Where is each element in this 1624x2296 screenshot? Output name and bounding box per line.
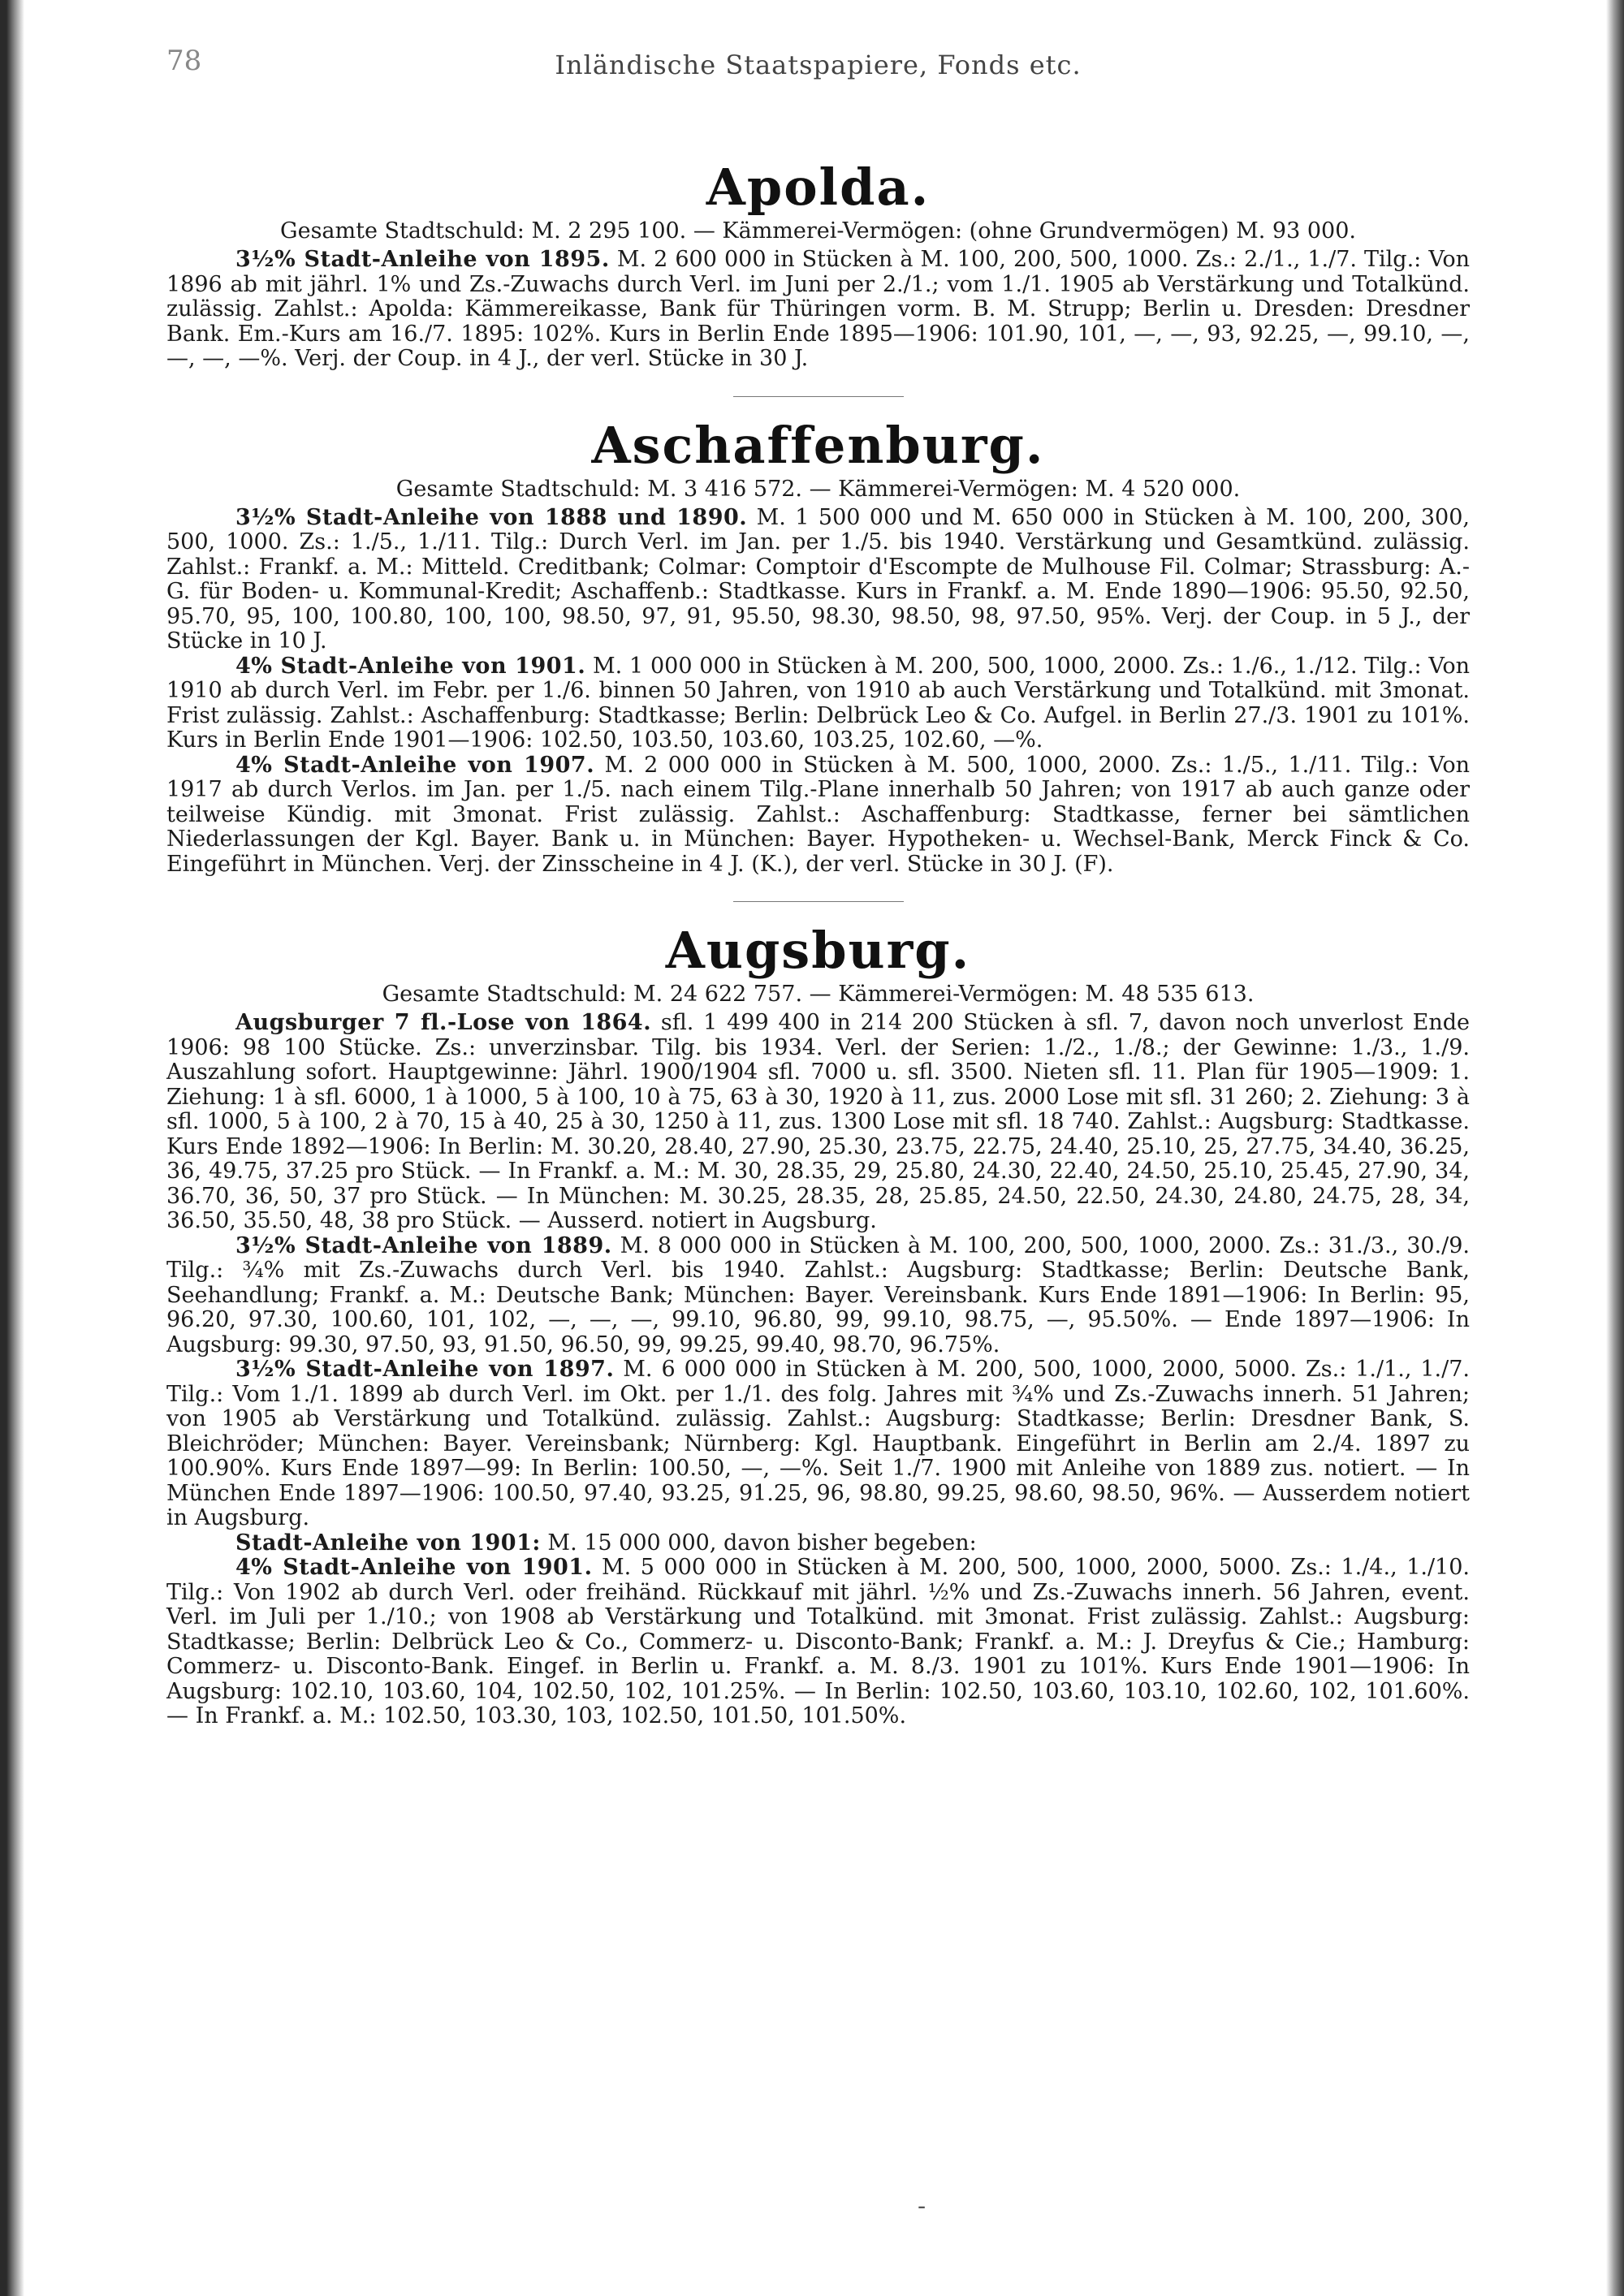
loan-heading: Stadt-Anleihe von 1901: [235,1530,541,1556]
loan-entry [166,654,1470,753]
loan-heading: 3½% Stadt-Anleihe von 1895. [235,247,610,272]
scan-shadow-right [1606,0,1624,2296]
loan-heading: 3½% Stadt-Anleihe von 1889. [235,1232,612,1258]
section-apolda [166,160,1470,372]
section-divider [733,901,904,902]
loan-entry [166,753,1470,878]
loan-heading: 3½% Stadt-Anleihe von 1897. [235,1357,615,1382]
loan-entry [166,1011,1470,1234]
section-augsburg [166,923,1470,1729]
loan-entry [166,1357,1470,1531]
section-title: Augsburg. [665,921,971,980]
loan-text: M. 15 000 000, davon bisher begeben: [540,1530,977,1556]
loan-text: M. 1 500 000 und M. 650 000 in Stücken à M. 100, 200, 300, 500, 1000. Zs.: 1./5., 1./11. Tilg.: Durch Verl. im Jan. per 1./5. bis 1940. Verstärkung und Gesamtkünd. zulässig. Zahlst.: Frankf. a. M.: Mitteld. Creditbank; Colmar: Comptoir d'Escompte de Mulhouse Fil. Colmar; Strassburg: A.-G. für Boden- u. Kommunal-Kredit; Aschaffenb.: Stadtkasse. Kurs in Frankf. a. M. Ende 1890—1906: 95.50, 92.50, 95.70, 95, 100, 100.80, 100, 100, 98.50, 97, 91, 95.50, 98.30, 98.50, 98, 97.50, 95%. Verj. der Coup. in 5 J., der Stücke in 10 J. [166,504,1470,654]
loan-text: M. 6 000 000 in Stücken à M. 200, 500, 1000, 2000, 5000. Zs.: 1./1., 1./7. Tilg.: Vom 1./1. 1899 ab durch Verl. im Okt. per 1./1. des folg. Jahres mit ¾% und Zs.-Zuwachs innerh. 51 Jahren; von 1905 ab Verstärkung und Totalkünd. zulässig. Zahlst.: Augsburg: Stadtkasse; Berlin: Dresdner Bank, S. Bleichröder; München: Bayer. Vereinsbank; Nürnberg: Kgl. Hauptbank. Eingeführt in Berlin am 2./4. 1897 zu 100.90%. Kurs Ende 1897—99: In Berlin: 100.50, —, —%. Seit 1./7. 1900 mit Anleihe von 1889 zus. notiert. — In München Ende 1897—1906: 100.50, 97.40, 93.25, 91.25, 96, 98.80, 99.25, 98.60, 98.50, 96%. — Ausserdem notiert in Augsburg. [166,1357,1470,1530]
document-page [166,45,1470,1729]
footer-mark: - [918,2192,926,2220]
section-aschaffenburg [166,415,1471,878]
loan-text: M. 2 600 000 in Stücken à M. 100, 200, 500, 1000. Zs.: 2./1., 1./7. Tilg.: Von 1896 ab mit jährl. 1% und Zs.-Zuwachs durch Verl. im Juni per 2./1.; vom 1./1. 1905 ab Verstärkung und Totalkünd. zulässig. Zahlst.: Apolda: Kämmereikasse, Bank für Thüringen vorm. B. M. Strupp; Berlin u. Dresden: Dresdner Bank. Em.-Kurs am 16./7. 1895: 102%. Kurs in Berlin Ende 1895—1906: 101.90, 101, —, —, 93, 92.25, —, 99.10, —, —, —, —%. Verj. der Coup. in 4 J., der verl. Stücke in 30 J. [166,247,1471,371]
loan-text: M. 1 000 000 in Stücken à M. 200, 500, 1000, 2000. Zs.: 1./6., 1./12. Tilg.: Von 1910 ab durch Verl. im Febr. per 1./6. binnen 50 Jahren, von 1910 ab auch Verstärkung und Totalkünd. mit 3monat. Frist zulässig. Zahlst.: Aschaffenburg: Stadtkasse; Berlin: Delbrück Leo & Co. Aufgel. in Berlin 27./3. 1901 zu 101%. Kurs in Berlin Ende 1901—1906: 102.50, 103.50, 103.60, 103.25, 102.60, —%. [166,653,1471,753]
debt-summary: Gesamte Stadtschuld: M. 24 622 757. — Kämmerei-Vermögen: M. 48 535 613. [382,982,1255,1007]
loan-heading: 4% Stadt-Anleihe von 1901. [235,653,586,679]
scan-shadow-left [0,0,24,2296]
loan-entry [166,1234,1470,1358]
loan-heading: 3½% Stadt-Anleihe von 1888 und 1890. [235,504,748,530]
loan-entry [166,1556,1470,1729]
loan-heading: 4% Stadt-Anleihe von 1907. [235,752,595,778]
loan-heading: 4% Stadt-Anleihe von 1901. [235,1555,593,1580]
section-title: Apolda. [706,158,931,217]
page-header [166,45,1470,93]
loan-entry [166,506,1470,654]
loan-entry [166,1531,1470,1556]
debt-summary: Gesamte Stadtschuld: M. 3 416 572. — Kämmerei-Vermögen: M. 4 520 000. [395,476,1241,502]
page-number: 78 [166,45,202,77]
loan-text: sfl. 1 499 400 in 214 200 Stücken à sfl. 7, davon noch unverlost Ende 1906: 98 100 Stücke. Zs.: unverzinsbar. Tilg. bis 1934. Verl. der Serien: 1./2., 1./8.; der Gewinne: 1./3., 1./9. Auszahlung sofort. Hauptgewinne: Jährl. 1900/1904 sfl. 7000 u. sfl. 3500. Nieten sfl. 11. Plan für 1905—1909: 1. Ziehung: 1 à sfl. 6000, 1 à 1000, 5 à 100, 10 à 75, 63 à 30, 1920 à 11, zus. 2000 Lose mit sfl. 31 260; 2. Ziehung: 3 à sfl. 1000, 5 à 100, 2 à 70, 15 à 40, 25 à 30, 1250 à 11, zus. 1300 Lose mit sfl. 18 740. Zahlst.: Augsburg: Stadtkasse. Kurs Ende 1892—1906: In Berlin: M. 30.20, 28.40, 27.90, 25.30, 23.75, 22.75, 24.40, 25.10, 25, 27.75, 34.40, 36.25, 36, 49.75, 37.25 pro Stück. — In Frankf. a. M.: M. 30, 28.35, 29, 25.80, 24.30, 22.40, 24.50, 25.10, 25.45, 27.90, 34, 36.70, 36, 50, 37 pro Stück. — In München: M. 30.25, 28.35, 28, 25.85, 24.50, 22.50, 24.30, 24.80, 24.75, 28, 34, 36.50, 35.50, 48, 38 pro Stück. — Ausserd. notiert in Augsburg. [166,1010,1470,1233]
loan-text: M. 5 000 000 in Stücken à M. 200, 500, 1000, 2000, 5000. Zs.: 1./4., 1./10. Tilg.: Von 1902 ab durch Verl. oder freihänd. Rückkauf mit jährl. ½% und Zs.-Zuwachs innerh. 56 Jahren, event. Verl. im Juli per 1./10.; von 1908 ab Verstärkung und Totalkünd. mit 3monat. Frist zulässig. Zahlst.: Augsburg: Stadtkasse; Berlin: Delbrück Leo & Co., Commerz- u. Disconto-Bank; Frankf. a. M.: J. Dreyfus & Cie.; Hamburg: Commerz- u. Disconto-Bank. Eingef. in Berlin u. Frankf. a. M. 8./3. 1901 zu 101%. Kurs Ende 1901—1906: In Augsburg: 102.10, 103.60, 104, 102.50, 102, 101.25%. — In Berlin: 102.50, 103.60, 103.10, 102.60, 102, 101.60%. — In Frankf. a. M.: 102.50, 103.30, 103, 102.50, 101.50, 101.50%. [166,1555,1470,1728]
loan-entry [166,248,1470,372]
loan-text: M. 8 000 000 in Stücken à M. 100, 200, 500, 1000, 2000. Zs.: 31./3., 30./9. Tilg.: ¾% mit Zs.-Zuwachs durch Verl. bis 1940. Zahlst.: Augsburg: Stadtkasse; Berlin: Deutsche Bank, Seehandlung; Frankf. a. M.: Deutsche Bank; München: Bayer. Vereinsbank. Kurs Ende 1891—1906: In Berlin: 95, 96.20, 97.30, 100.60, 101, 102, —, —, —, 99.10, 96.80, 99, 99.10, 98.75, —, 95.50%. — Ende 1897—1906: In Augsburg: 99.30, 97.50, 93, 91.50, 96.50, 99, 99.25, 99.40, 98.70, 96.75%. [166,1232,1470,1357]
debt-summary: Gesamte Stadtschuld: M. 2 295 100. — Kämmerei-Vermögen: (ohne Grundvermögen) M. 93 000. [280,218,1356,244]
loan-text: M. 2 000 000 in Stücken à M. 500, 1000, 2000. Zs.: 1./5., 1./11. Tilg.: Von 1917 ab durch Verlos. im Jan. per 1./5. nach einem Tilg.-Plane innerhalb 50 Jahren; von 1917 ab auch ganze oder teilweise Kündig. mit 3monat. Frist zulässig. Zahlst.: Aschaffenburg: Stadtkasse, ferner bei sämtlichen Niederlassungen der Kgl. Bayer. Bank u. in München: Bayer. Hypotheken- u. Wechsel-Bank, Merck Finck & Co. Eingeführt in München. Verj. der Zinsscheine in 4 J. (K.), der verl. Stücke in 30 J. (F). [166,752,1470,877]
loan-heading: Augsburger 7 fl.-Lose von 1864. [235,1010,652,1035]
section-divider [733,396,904,397]
running-head: Inländische Staatspapiere, Fonds etc. [555,50,1082,80]
section-title: Aschaffenburg. [591,415,1045,475]
